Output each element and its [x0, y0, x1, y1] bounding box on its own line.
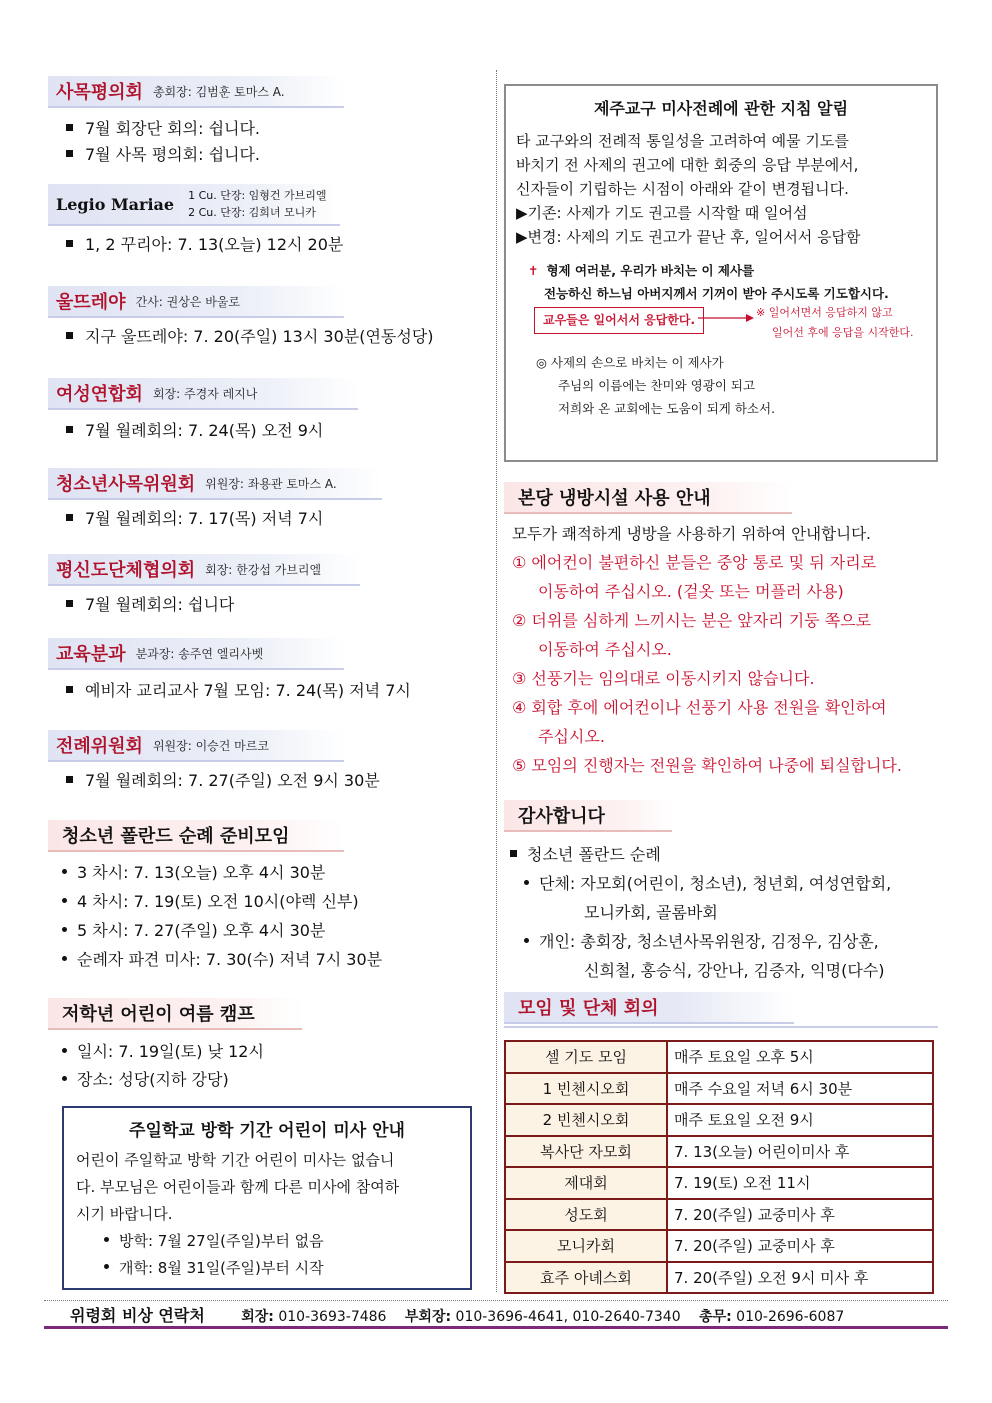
column-divider	[496, 70, 497, 1292]
section-title: 청소년 폴란드 순례 준비모임	[62, 826, 290, 847]
box-text: 타 교구와의 전례적 통일성을 고려하여 예물 기도를	[516, 132, 849, 150]
list-item: 7월 월례회의: 쉽니다	[48, 592, 488, 618]
contact-value: 010-3693-7486	[278, 1309, 387, 1325]
section-header	[504, 992, 794, 1024]
response-line: ◎ 사제의 손으로 바치는 이 제사가	[536, 355, 724, 370]
list-item-cont: 모니카회, 골롬바회	[584, 903, 718, 922]
section-title: 감사합니다	[518, 806, 605, 827]
section-header	[48, 286, 344, 318]
section-subtitle: 회장: 한강섭 가브리엘	[205, 562, 322, 577]
section-title: 전례위원회	[56, 736, 143, 757]
contact-label: 부회장:	[404, 1309, 452, 1325]
box-text: 바치기 전 사제의 권고에 대한 회중의 응답 부분에서,	[516, 156, 859, 174]
section-subtitle: 간사: 권상은 바울로	[135, 294, 240, 309]
list-item: 5 차시: 7. 27(주일) 오후 4시 30분	[48, 916, 488, 945]
list-item: 순례자 파견 미사: 7. 30(수) 저녁 7시 30분	[48, 945, 488, 974]
section-title: 사목평의회	[56, 82, 143, 103]
section-subtitle: 분과장: 송주연 엘리사벳	[135, 646, 264, 661]
section-title: 여성연합회	[56, 384, 143, 405]
section-youth	[48, 468, 488, 532]
table-row	[505, 1167, 933, 1199]
section-subtitle: 위원장: 이승건 마르코	[152, 738, 269, 753]
meeting-time: 7. 20(주일) 교중미사 후	[667, 1199, 933, 1231]
contact-label: 회장:	[241, 1309, 274, 1325]
sunday-school-notice	[62, 1106, 472, 1290]
meetings-table	[504, 1040, 934, 1294]
contact-value: 010-3696-4641, 010-2640-7340	[455, 1309, 681, 1325]
list-item: 예비자 교리교사 7월 모임: 7. 24(목) 저녁 7시	[48, 678, 488, 704]
list-item: 1, 2 꾸리아: 7. 13(오늘) 12시 20분	[48, 232, 488, 258]
section-header	[48, 998, 302, 1030]
section-camp	[48, 998, 488, 1094]
contact-value: 010-2696-6087	[736, 1309, 845, 1325]
list-item: 3 차시: 7. 13(오늘) 오후 4시 30분	[48, 858, 488, 887]
meeting-time: 매주 수요일 저녁 6시 30분	[667, 1073, 933, 1105]
meeting-name: 효주 아녜스회	[505, 1262, 667, 1294]
section-header	[48, 378, 358, 410]
section-header	[48, 730, 344, 762]
section-header	[504, 482, 792, 514]
section-title: 울뜨레야	[56, 292, 126, 313]
section-subtitle: 위원장: 좌용관 토마스 A.	[205, 476, 337, 491]
box-text: ▶변경: 사제의 기도 권고가 끝난 후, 일어서서 응답함	[516, 228, 861, 246]
meeting-name: 1 빈첸시오회	[505, 1073, 667, 1105]
section-subtitle: 총회장: 김범훈 토마스 A.	[152, 84, 285, 99]
list-item-cont: 신희철, 홍승식, 강안나, 김증자, 익명(다수)	[584, 961, 885, 980]
note-line: ※ 일어서면서 응답하지 않고	[756, 306, 893, 319]
meeting-time: 매주 토요일 오후 5시	[667, 1041, 933, 1073]
section-women	[48, 378, 488, 444]
meeting-name: 2 빈첸시오회	[505, 1104, 667, 1136]
footer-divider	[44, 1300, 948, 1301]
section-title: Legio Mariae	[56, 194, 175, 214]
response-line: 주님의 이름에는 찬미와 영광이 되고	[558, 378, 756, 393]
list-item: 일시: 7. 19일(토) 낮 12시	[48, 1038, 488, 1066]
section-title: 청소년사목위원회	[56, 474, 196, 495]
list-item: 개인: 총회장, 청소년사목위원장, 김정우, 김상훈,	[504, 927, 944, 956]
section-header	[504, 800, 672, 832]
section-header	[48, 638, 344, 670]
emergency-contact	[48, 1303, 948, 1327]
section-edu	[48, 638, 488, 704]
section-header	[48, 820, 344, 852]
box-text: 신자들이 기립하는 시점이 아래와 같이 변경됩니다.	[516, 180, 849, 198]
list-item: ① 에어컨이 불편하신 분들은 중앙 통로 및 뒤 자리로	[512, 553, 877, 572]
table-row	[505, 1104, 933, 1136]
list-item: ⑤ 모임의 진행자는 전원을 확인하여 나중에 퇴실합니다.	[512, 756, 902, 775]
list-item: ③ 선풍기는 임의대로 이동시키지 않습니다.	[512, 669, 815, 688]
list-item: 개학: 8월 31일(주일)부터 시작	[76, 1255, 458, 1282]
table-row	[505, 1230, 933, 1262]
list-item: 이동하여 주십시오.	[538, 640, 672, 659]
response-line: 저희와 온 교회에는 도움이 되게 하소서.	[558, 401, 776, 416]
section-laity	[48, 554, 488, 618]
section-title: 평신도단체협의회	[56, 560, 196, 581]
table-row	[505, 1136, 933, 1168]
section-thanks	[504, 800, 944, 985]
box-text: ▶기존: 사제가 기도 권고를 시작할 때 일어섬	[516, 204, 808, 222]
section-legio	[48, 184, 488, 258]
meeting-name: 복사단 자모회	[505, 1136, 667, 1168]
list-item: ④ 회합 후에 에어컨이나 선풍기 사용 전원을 확인하여	[512, 698, 887, 717]
section-title: 모임 및 단체 회의	[518, 998, 659, 1019]
meeting-name: 모니카회	[505, 1230, 667, 1262]
notice-text: 다. 부모님은 어린이들과 함께 다른 미사에 참여하	[76, 1178, 400, 1196]
meeting-name: 셀 기도 모임	[505, 1041, 667, 1073]
list-item: ② 더위를 심하게 느끼시는 분은 앞자리 기둥 쪽으로	[512, 611, 872, 630]
section-subtitle: 2 Cu. 단장: 김희녀 모니카	[188, 206, 316, 219]
notice-title: 주일학교 방학 기간 어린이 미사 안내	[129, 1121, 405, 1141]
list-item: 주십시오.	[538, 727, 605, 746]
section-title: 교육분과	[56, 644, 126, 665]
table-row	[505, 1199, 933, 1231]
section-header	[48, 184, 340, 226]
meeting-name: 성도회	[505, 1199, 667, 1231]
section-samok	[48, 76, 488, 168]
section-ult	[48, 286, 488, 350]
list-item: 7월 사목 평의회: 쉽니다.	[48, 142, 488, 168]
meeting-name: 제대회	[505, 1167, 667, 1199]
footer-title: 위령회 비상 연락처	[70, 1306, 205, 1325]
section-subtitle: 1 Cu. 단장: 임형건 가브리엘	[188, 189, 327, 202]
note-line: 일어선 후에 응답을 시작한다.	[772, 326, 914, 339]
box-title: 제주교구 미사전례에 관한 지침 알림	[593, 99, 849, 118]
arrow-icon	[698, 313, 754, 323]
section-aircon	[504, 482, 944, 780]
list-item: 7월 월례회의: 7. 27(주일) 오전 9시 30분	[48, 768, 488, 794]
list-item: 7월 월례회의: 7. 17(목) 저녁 7시	[48, 506, 488, 532]
footer-line	[44, 1326, 948, 1329]
section-liturgy	[48, 730, 488, 794]
list-item: 방학: 7월 27일(주일)부터 없음	[76, 1228, 458, 1255]
section-header	[48, 76, 344, 108]
section-header	[48, 554, 360, 586]
meeting-time: 7. 13(오늘) 어린이미사 후	[667, 1136, 933, 1168]
section-header	[48, 468, 382, 500]
prayer-line: 전능하신 하느님 아버지께서 기꺼이 받아 주시도록 기도합시다.	[544, 286, 889, 301]
list-item: 7월 회장단 회의: 쉽니다.	[48, 116, 488, 142]
section-meetings	[504, 992, 944, 1294]
table-row	[505, 1041, 933, 1073]
section-title: 저학년 어린이 여름 캠프	[62, 1004, 255, 1025]
meeting-time: 7. 20(주일) 오전 9시 미사 후	[667, 1262, 933, 1294]
meeting-time: 매주 토요일 오전 9시	[667, 1104, 933, 1136]
list-item: 4 차시: 7. 19(토) 오전 10시(야렉 신부)	[48, 887, 488, 916]
list-item: 청소년 폴란드 순례	[504, 840, 944, 869]
list-item: 장소: 성당(지하 강당)	[48, 1066, 488, 1094]
prayer-line: 형제 여러분, 우리가 바치는 이 제사를	[546, 263, 755, 278]
section-subtitle: 회장: 주경자 레지나	[152, 386, 258, 401]
list-item: 단체: 자모회(어린이, 청소년), 청년회, 여성연합회,	[504, 869, 944, 898]
response-box: 교우들은 일어서서 응답한다.	[534, 307, 704, 334]
cross-icon: ✝	[528, 263, 539, 278]
meeting-time: 7. 20(주일) 교중미사 후	[667, 1230, 933, 1262]
notice-text: 어린이 주일학교 방학 기간 어린이 미사는 없습니	[76, 1151, 395, 1169]
contact-label: 총무:	[699, 1309, 732, 1325]
table-row	[505, 1262, 933, 1294]
meeting-time: 7. 19(토) 오전 11시	[667, 1167, 933, 1199]
section-poland	[48, 820, 488, 974]
table-row	[505, 1073, 933, 1105]
list-item: 이동하여 주십시오. (겉옷 또는 머플러 사용)	[538, 582, 844, 601]
intro-text: 모두가 쾌적하게 냉방을 사용하기 위하여 안내합니다.	[512, 525, 871, 543]
list-item: 지구 울뜨레야: 7. 20(주일) 13시 30분(연동성당)	[48, 324, 488, 350]
list-item: 7월 월례회의: 7. 24(목) 오전 9시	[48, 418, 488, 444]
liturgy-guideline-box	[504, 84, 938, 462]
section-title: 본당 냉방시설 사용 안내	[518, 488, 711, 509]
notice-text: 시기 바랍니다.	[76, 1205, 173, 1223]
